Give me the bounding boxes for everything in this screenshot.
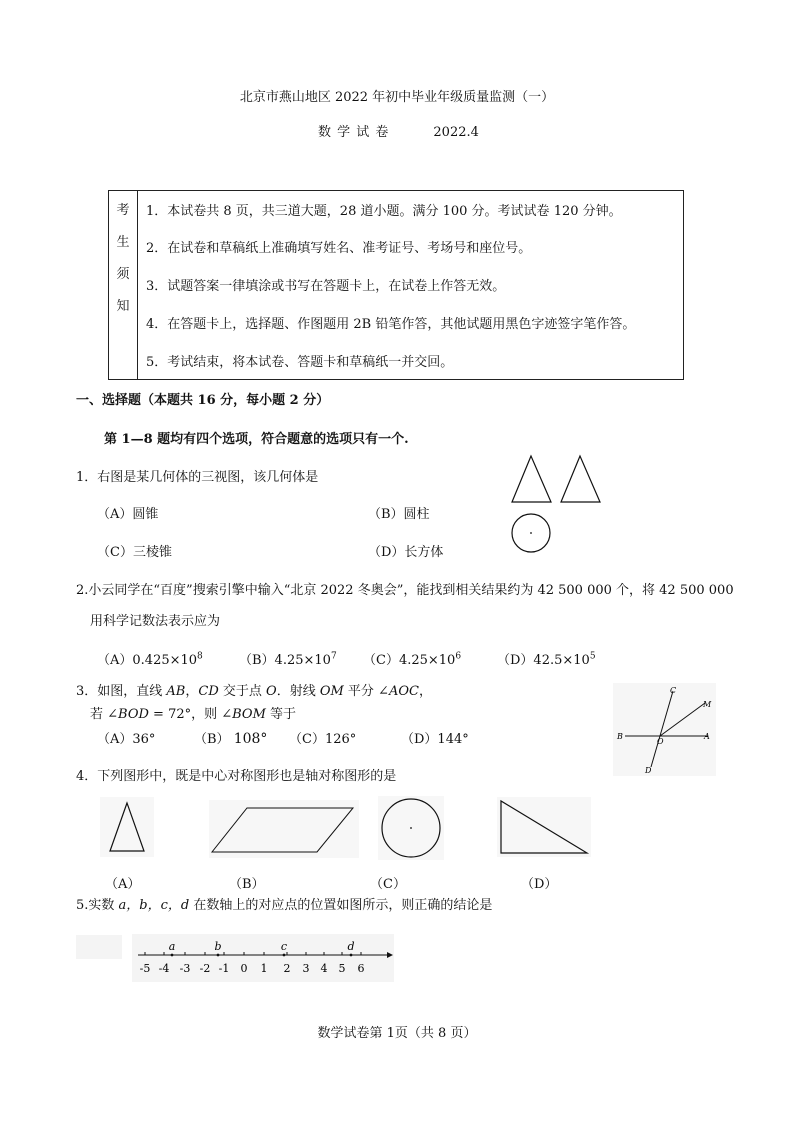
notice-side-char: 生 (116, 235, 130, 250)
q3-text: 3．如图，直线 (76, 684, 167, 699)
point-label-c: C (670, 686, 677, 695)
tick-label: -5 (139, 962, 151, 975)
q3-option-b (194, 728, 267, 747)
q1-option-d: （D）长方体 (368, 545, 444, 560)
q2-option-b (239, 649, 337, 668)
section-instruction: 第 1—8 题均有四个选项，符合题意的选项只有一个. (104, 432, 409, 447)
q3-option-a: （A）36° (97, 732, 156, 747)
point-b (217, 954, 220, 957)
q3-var: OM (319, 684, 344, 699)
q2-option-d-label: （D）42.5×10 (497, 653, 590, 668)
q3-option-b-label: （B） (194, 732, 230, 747)
point-a (171, 954, 174, 957)
q1-stem: 1．右图是某几何体的三视图，该几何体是 (76, 470, 319, 485)
q4-stem: 4．下列图形中，既是中心对称图形也是轴对称图形的是 (76, 769, 397, 784)
point-c (283, 954, 286, 957)
q4-shape-d-right-triangle (497, 797, 591, 857)
point-label-o: O (657, 737, 664, 746)
exam-subtitle (318, 121, 479, 140)
q2-option-b-exp: 7 (330, 651, 337, 662)
point-label-d: d (347, 940, 355, 953)
tick-label: 3 (302, 962, 310, 975)
exam-date: 2022.4 (433, 125, 479, 140)
q2-option-d (497, 649, 596, 668)
q2-option-c-exp: 6 (455, 651, 462, 662)
point-label-a: A (704, 732, 710, 741)
q5-text: 在数轴上的对应点的位置如图所示，则正确的结论是 (189, 898, 493, 913)
notice-box (108, 190, 684, 380)
q3-option-c: （C）126° (289, 732, 357, 747)
notice-side-column (109, 191, 138, 379)
q3-text: = 72°，则 ∠ (148, 707, 233, 722)
q3-text: 等于 (265, 707, 297, 722)
q3-var: CD (198, 684, 219, 699)
q4-shape-c-circle (378, 796, 444, 860)
q4-label-a: （A） (105, 877, 141, 892)
tick-label: 4 (320, 962, 328, 975)
subject-label: 数 学 试 卷 (318, 125, 390, 140)
notice-item: 2．在试卷和草稿纸上准确填写姓名、准考证号、考场号和座位号。 (146, 241, 532, 256)
q2-option-b-label: （B）4.25×10 (239, 653, 331, 668)
tick-label: 1 (260, 962, 268, 975)
q4-shape-b-parallelogram (209, 800, 359, 858)
q2-stem-line1: 2.小云同学在“百度”搜索引擎中输入“北京 2022 冬奥会”，能找到相关结果约为 42 500 000 个，将 42 500 000 (76, 583, 734, 598)
q5-text: 5.实数 (76, 898, 119, 913)
q3-text: ， (185, 684, 199, 699)
notice-item: 5．考试结束，将本试卷、答题卡和草稿纸一并交回。 (146, 355, 454, 370)
q5-number-line-figure (132, 934, 394, 982)
q4-label-c: （C） (370, 877, 406, 892)
q2-option-a-label: （A）0.425×10 (97, 653, 198, 668)
q3-text: 若 ∠ (90, 707, 119, 722)
point-label-b: b (214, 940, 222, 953)
notice-item: 4．在答题卡上，选择题、作图题用 2B 铅笔作答，其他试题用黑色字迹签字笔作答。 (146, 317, 636, 332)
q2-stem-line2: 用科学记数法表示应为 (90, 614, 221, 629)
q3-text: ．射线 (276, 684, 320, 699)
q5-vars: a，b，c，d (118, 898, 190, 913)
notice-side-char: 考 (116, 203, 130, 218)
q4-label-d: （D） (521, 877, 558, 892)
figure-background (508, 452, 604, 562)
q2-option-a (97, 649, 203, 668)
notice-side-char: 须 (116, 267, 130, 282)
q3-stem-line2 (90, 703, 296, 722)
tick-label: 2 (283, 962, 291, 975)
q3-text: 平分 ∠ (343, 684, 389, 699)
tick-label: 6 (357, 962, 365, 975)
q3-option-b-value: 108° (233, 731, 268, 747)
circle-center-dot (410, 827, 412, 829)
tick-label: 0 (240, 962, 248, 975)
figure-background (209, 800, 359, 858)
blank-patch (76, 935, 122, 959)
page-footer: 数学试卷第 1页（共 8 页） (317, 1026, 477, 1041)
tick-label: -2 (199, 962, 211, 975)
point-label-c: c (280, 940, 288, 953)
q3-intersecting-lines-figure (613, 683, 716, 776)
q5-stem (76, 894, 492, 913)
q2-option-c (363, 649, 461, 668)
q3-text: ， (418, 684, 432, 699)
q3-option-d: （D）144° (401, 732, 469, 747)
tick-label: -4 (158, 962, 170, 975)
top-view-center-dot (530, 532, 532, 534)
q3-stem-line1 (76, 680, 432, 699)
section-heading: 一、选择题（本题共 16 分，每小题 2 分） (76, 393, 330, 408)
q2-option-d-exp: 5 (589, 651, 596, 662)
tick-label: 5 (338, 962, 346, 975)
q2-option-a-exp: 8 (197, 651, 203, 662)
q3-var: AOC (388, 684, 419, 699)
point-label-b: B (617, 732, 623, 741)
figure-background (100, 797, 154, 857)
notice-item: 1．本试卷共 8 页，共三道大题，28 道小题。满分 100 分。考试试卷 120 分钟。 (146, 204, 622, 219)
q1-three-views-figure (508, 452, 604, 562)
q3-var: AB (166, 684, 186, 699)
point-label-a: a (168, 940, 176, 953)
notice-item: 3．试题答案一律填涂或书写在答题卡上，在试卷上作答无效。 (146, 279, 506, 294)
figure-background (613, 683, 716, 776)
q1-option-b: （B）圆柱 (368, 507, 430, 522)
q3-var: BOD (118, 707, 149, 722)
notice-side-char: 知 (116, 299, 130, 314)
tick-label: -1 (218, 962, 230, 975)
exam-title: 北京市燕山地区 2022 年初中毕业年级质量监测（一） (239, 90, 555, 105)
q1-option-c: （C）三棱锥 (97, 545, 172, 560)
point-label-d: D (645, 766, 652, 775)
q4-shape-a-triangle (100, 797, 154, 857)
q1-option-a: （A）圆锥 (97, 507, 159, 522)
q3-text: 交于点 (218, 684, 267, 699)
q4-label-b: （B） (229, 877, 265, 892)
q3-var: O (266, 684, 277, 699)
point-d (350, 954, 353, 957)
point-label-m: M (703, 700, 712, 709)
q3-var: BOM (232, 707, 266, 722)
tick-label: -3 (179, 962, 191, 975)
q2-option-c-label: （C）4.25×10 (363, 653, 456, 668)
